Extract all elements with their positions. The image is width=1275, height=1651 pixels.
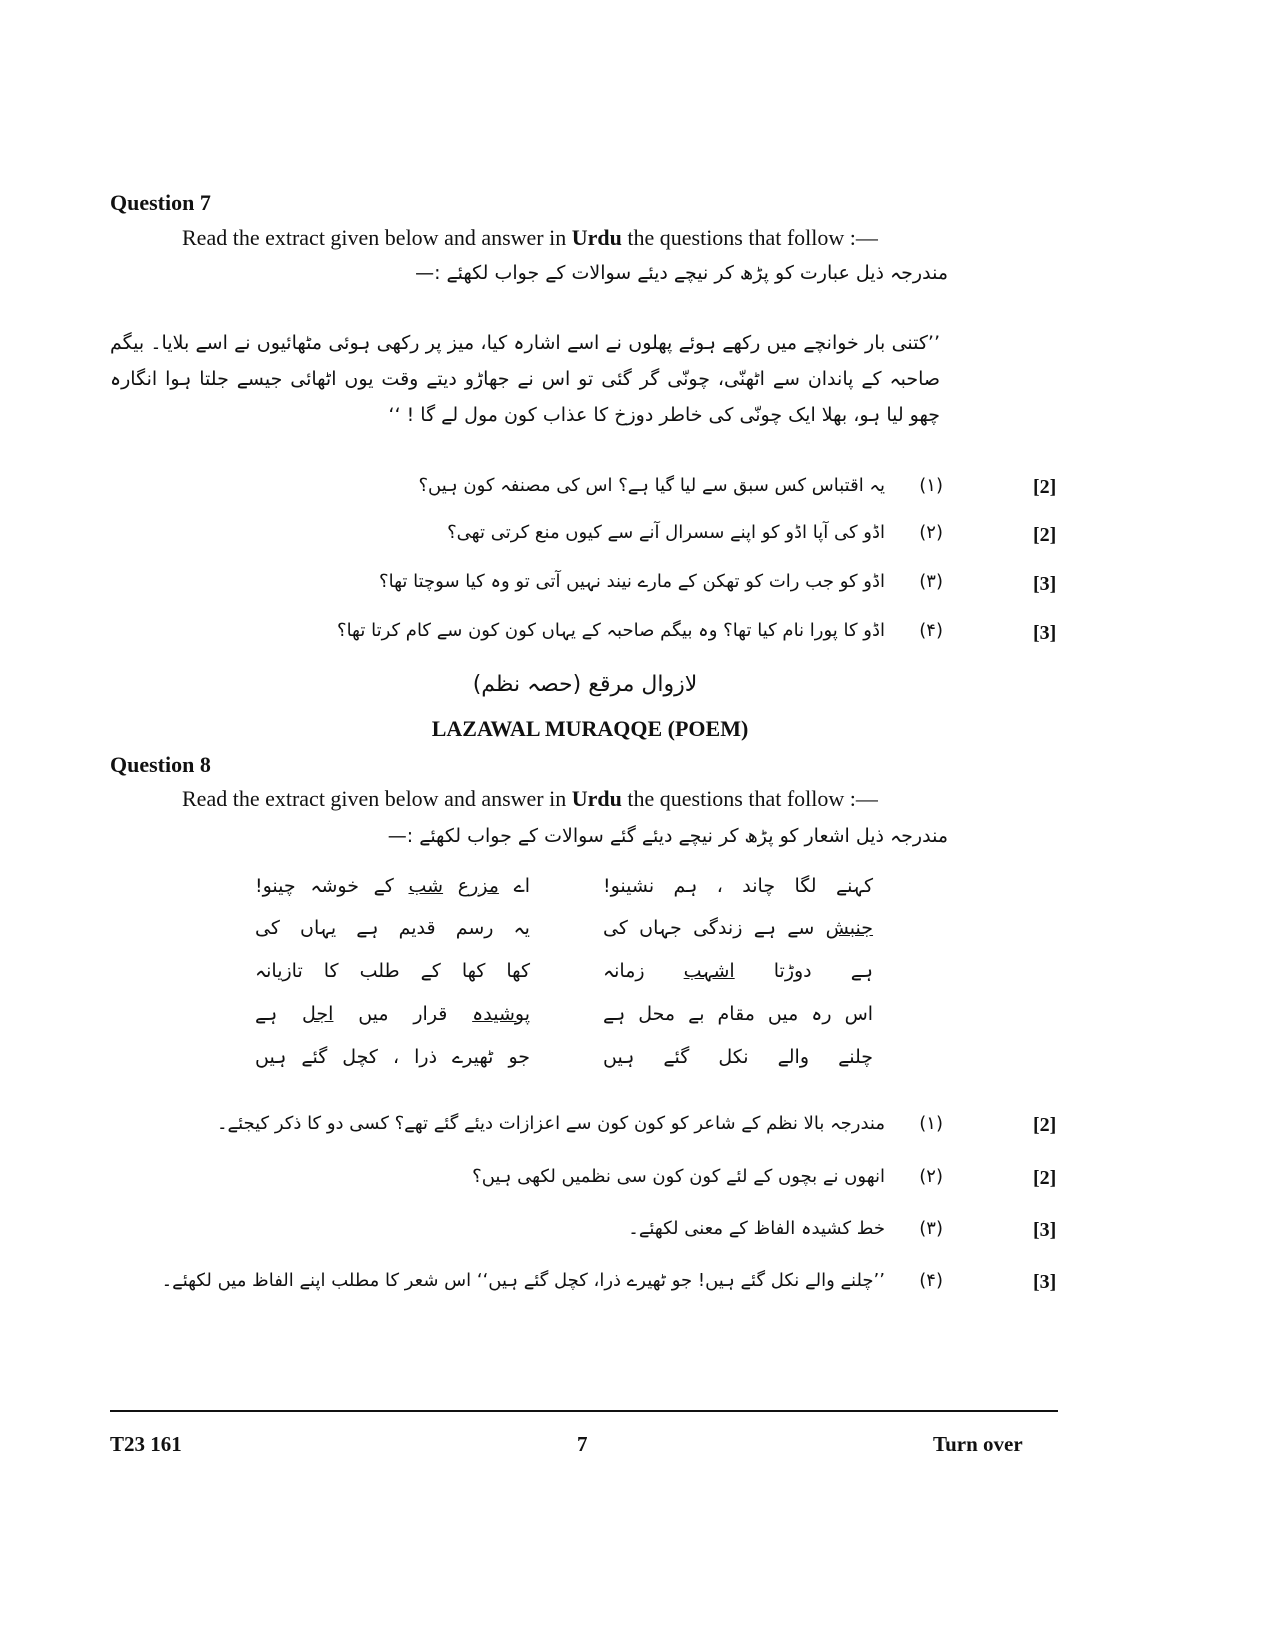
instruction-text: Read the extract given below and answer in <box>182 225 572 250</box>
q7-marks-1: [2] <box>1033 476 1057 498</box>
question-7-urdu-instruction: مندرجہ ذیل عبارت کو پڑھ کر نیچے دیئے سوالات کے جواب لکھئے :— <box>415 262 948 284</box>
sub-question-text: اڈو کو جب رات کو تھکن کے مارے نیند نہیں آتی تو وہ کیا سوچتا تھا؟ <box>379 571 885 592</box>
sub-question-number: (۲) <box>919 1166 943 1187</box>
q8-sub-question-2 <box>472 1166 943 1187</box>
poem-verse-left-1: اے مزرع شب کے خوشہ چینو! <box>255 875 531 897</box>
question-7-heading: Question 7 <box>110 190 211 215</box>
q8-marks-3: [3] <box>1033 1219 1057 1241</box>
sub-question-number: (۳) <box>919 571 943 592</box>
q7-sub-question-3 <box>379 571 943 592</box>
sub-question-text: خط کشیدہ الفاظ کے معنی لکھئے۔ <box>628 1218 885 1239</box>
instruction-text: Read the extract given below and answer in <box>182 786 572 811</box>
poem-section-english-title: LAZAWAL MURAQQE (POEM) <box>431 716 749 741</box>
question-7-instruction <box>182 225 878 251</box>
underlined-word: مزرع <box>457 875 499 897</box>
instruction-language: Urdu <box>571 225 622 250</box>
question-8-heading: Question 8 <box>110 752 211 777</box>
poem-section-urdu-title: لازوال مرقع (حصہ نظم) <box>472 672 698 697</box>
sub-question-text: یہ اقتباس کس سبق سے لیا گیا ہے؟ اس کی مصنفہ کون ہیں؟ <box>418 475 885 496</box>
q8-marks-4: [3] <box>1033 1271 1057 1293</box>
page-number: 7 <box>577 1432 588 1456</box>
q8-sub-question-1 <box>217 1113 943 1134</box>
sub-question-text: مندرجہ بالا نظم کے شاعر کو کون کون سے اعزازات دیئے گئے تھے؟ کسی دو کا ذکر کیجئے۔ <box>216 1113 885 1134</box>
poem-verse-left-4: پوشیدہ قرار میں اجل ہے <box>255 1003 531 1025</box>
sub-question-number: (۴) <box>919 620 943 641</box>
sub-question-text: ’’چلنے والے نکل گئے ہیں! جو ٹھیرے ذرا، کچل گئے ہیں‘‘ اس شعر کا مطلب اپنے الفاظ میں لکھئے۔ <box>161 1270 885 1291</box>
q7-sub-question-1 <box>418 475 943 496</box>
q7-marks-4: [3] <box>1033 622 1057 644</box>
sub-question-number: (۲) <box>919 522 943 543</box>
poem-verse-left-3: کھا کھا کے طلب کا تازیانہ <box>255 960 530 982</box>
poem-verse-right-3: ہے دوڑتا اشہب زمانہ <box>603 960 873 982</box>
instruction-text-end: the questions that follow :— <box>621 225 878 250</box>
sub-question-number: (۱) <box>919 1113 943 1134</box>
sub-question-text: اڈو کا پورا نام کیا تھا؟ وہ بیگم صاحبہ کے یہاں کون کون سے کام کرتا تھا؟ <box>337 620 885 641</box>
poem-verse-right-2: جنبش سے ہے زندگی جہاں کی <box>603 917 874 939</box>
instruction-language: Urdu <box>571 786 622 811</box>
sub-question-number: (۳) <box>919 1218 943 1239</box>
q8-sub-question-3 <box>628 1218 943 1239</box>
instruction-text-end: the questions that follow :— <box>621 786 878 811</box>
underlined-word: اشہب <box>683 960 735 982</box>
underlined-word: پوشیدہ <box>472 1003 531 1025</box>
poem-verse-left-5: جو ٹھیرے ذرا ، کچل گئے ہیں <box>255 1046 530 1068</box>
q8-marks-1: [2] <box>1033 1114 1057 1136</box>
poem-verse-right-5: چلنے والے نکل گئے ہیں <box>603 1046 873 1068</box>
sub-question-text: اڈو کی آپا اڈو کو اپنے سسرال آنے سے کیوں منع کرتی تھی؟ <box>447 522 885 543</box>
q8-marks-2: [2] <box>1033 1167 1057 1189</box>
question-8-instruction <box>182 786 878 812</box>
q7-sub-question-2 <box>447 522 943 543</box>
sub-question-number: (۱) <box>919 475 943 496</box>
paper-code: T23 161 <box>110 1432 182 1456</box>
q7-sub-question-4 <box>337 620 943 641</box>
poem-verse-right-4: اس رہ میں مقام بے محل ہے <box>603 1003 874 1025</box>
sub-question-text: انھوں نے بچوں کے لئے کون کون سی نظمیں لکھی ہیں؟ <box>472 1166 885 1187</box>
underlined-word: اجل <box>302 1003 334 1025</box>
question-8-urdu-instruction: مندرجہ ذیل اشعار کو پڑھ کر نیچے دیئے گئے سوالات کے جواب لکھئے :— <box>387 825 948 847</box>
underlined-word: شب <box>408 875 444 897</box>
q7-marks-3: [3] <box>1033 573 1057 595</box>
sub-question-number: (۴) <box>919 1270 943 1291</box>
poem-verse-left-2: یہ رسم قدیم ہے یہاں کی <box>255 917 530 939</box>
q7-marks-2: [2] <box>1033 524 1057 546</box>
turn-over-label: Turn over <box>933 1432 1023 1456</box>
underlined-word: جنبش <box>825 917 874 939</box>
question-7-extract: ’’کتنی بار خوانچے میں رکھے ہوئے پھلوں نے اسے اشارہ کیا، میز پر رکھی ہوئی مٹھائیوں نے اسے بلایا۔ بیگم صاحبہ کے پاندان سے اٹھنّی، چونّی گر گئی تو اس نے جھاڑو دیتے وقت یوں اٹھائی جیسے جلتا ہوا انگارہ چھو لیا ہو، بھلا ایک چونّی کی خاطر دوزخ کا عذاب کون مول لے گا ! ‘‘ <box>110 332 940 426</box>
footer-rule <box>110 1410 1058 1412</box>
q8-sub-question-4 <box>162 1270 943 1291</box>
poem-verse-right-1: کہنے لگا چاند ، ہم نشینو! <box>603 875 874 897</box>
